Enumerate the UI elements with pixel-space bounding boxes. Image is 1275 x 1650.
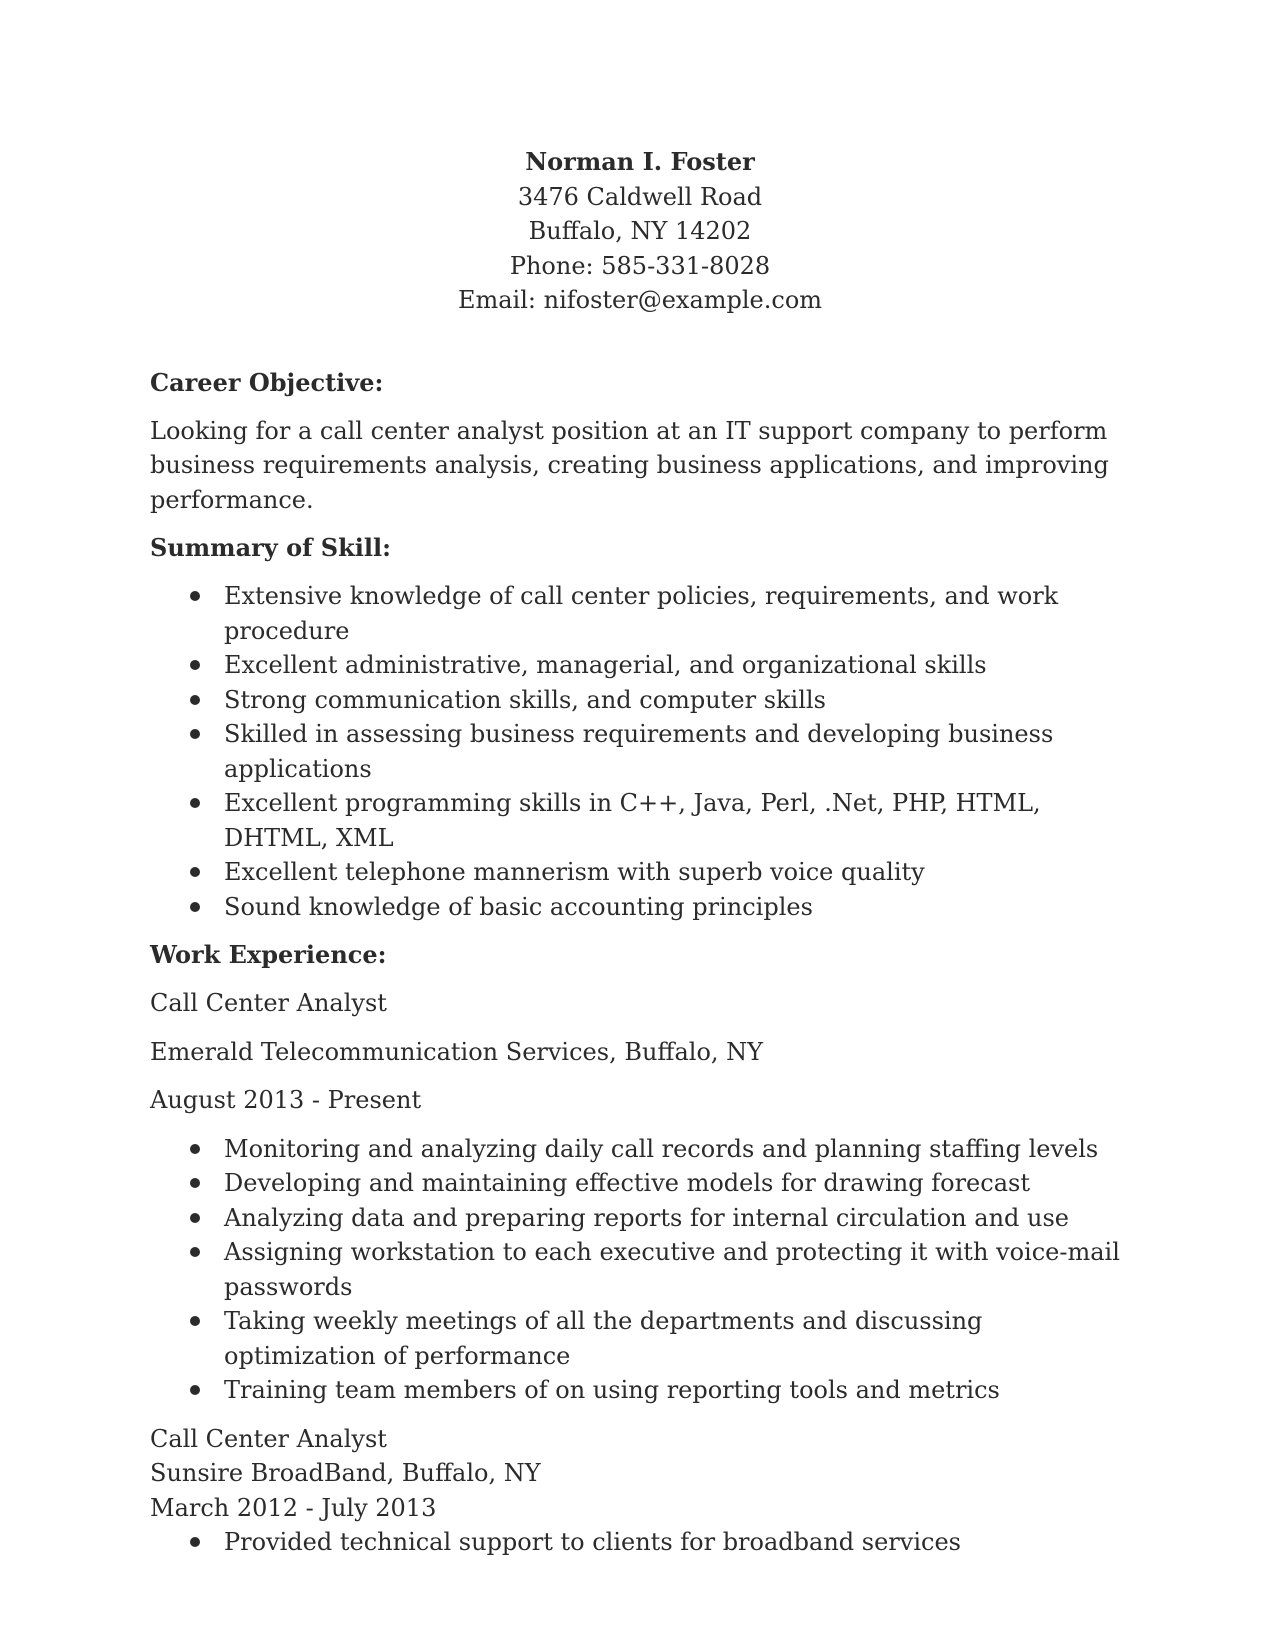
job-duties-list (150, 1132, 1130, 1408)
job-duty-item: Monitoring and analyzing daily call records and planning staffing levels (150, 1132, 1130, 1167)
resume-content (150, 145, 1130, 1560)
job-duty-item: Assigning workstation to each executive and protecting it with voice-mail passwords (150, 1235, 1130, 1304)
job-title: Call Center Analyst (150, 989, 387, 1017)
address-line-2: Buffalo, NY 14202 (528, 217, 752, 245)
applicant-name: Norman I. Foster (525, 147, 755, 176)
email-address: Email: nifoster@example.com (457, 286, 823, 314)
skill-item: Excellent telephone mannerism with superb voice quality (150, 855, 1130, 890)
job-company: Sunsire BroadBand, Buffalo, NY (150, 1459, 541, 1487)
job-duty-item: Taking weekly meetings of all the departments and discussing optimization of performance (150, 1304, 1130, 1373)
career-objective-heading: Career Objective: (150, 367, 384, 397)
job-duty-item: Developing and maintaining effective models for drawing forecast (150, 1166, 1130, 1201)
job-company: Emerald Telecommunication Services, Buffalo, NY (150, 1037, 764, 1066)
job-dates: March 2012 - July 2013 (150, 1493, 437, 1522)
skill-item: Excellent programming skills in C++, Java, Perl, .Net, PHP, HTML, DHTML, XML (150, 786, 1130, 855)
skill-item: Sound knowledge of basic accounting principles (150, 890, 1130, 925)
job-duty-item: Training team members of on using reporting tools and metrics (150, 1373, 1130, 1408)
address-line-1: 3476 Caldwell Road (517, 182, 763, 211)
skills-list (150, 579, 1130, 924)
job-entry (150, 1422, 1130, 1560)
skills-heading: Summary of Skill: (150, 533, 391, 562)
career-objective-text: Looking for a call center analyst position at an IT support company to perform business requirements analysis, creating business applications, and improving performance. (150, 416, 1109, 514)
job-duty-item: Provided technical support to clients for broadband services (150, 1525, 1130, 1560)
skill-item: Excellent administrative, managerial, and organizational skills (150, 648, 1130, 683)
job-dates: August 2013 - Present (150, 1086, 422, 1114)
skill-item: Extensive knowledge of call center policies, requirements, and work procedure (150, 579, 1130, 648)
skill-item: Skilled in assessing business requirements and developing business applications (150, 717, 1130, 786)
phone-number: Phone: 585-331-8028 (509, 251, 771, 280)
job-entry (150, 986, 1130, 1408)
job-duties-list (150, 1525, 1130, 1560)
job-duty-item: Analyzing data and preparing reports for internal circulation and use (150, 1201, 1130, 1236)
job-title: Call Center Analyst (150, 1424, 387, 1453)
skill-item: Strong communication skills, and computer skills (150, 683, 1130, 718)
work-experience-heading: Work Experience: (150, 940, 387, 969)
contact-block (150, 145, 1130, 318)
